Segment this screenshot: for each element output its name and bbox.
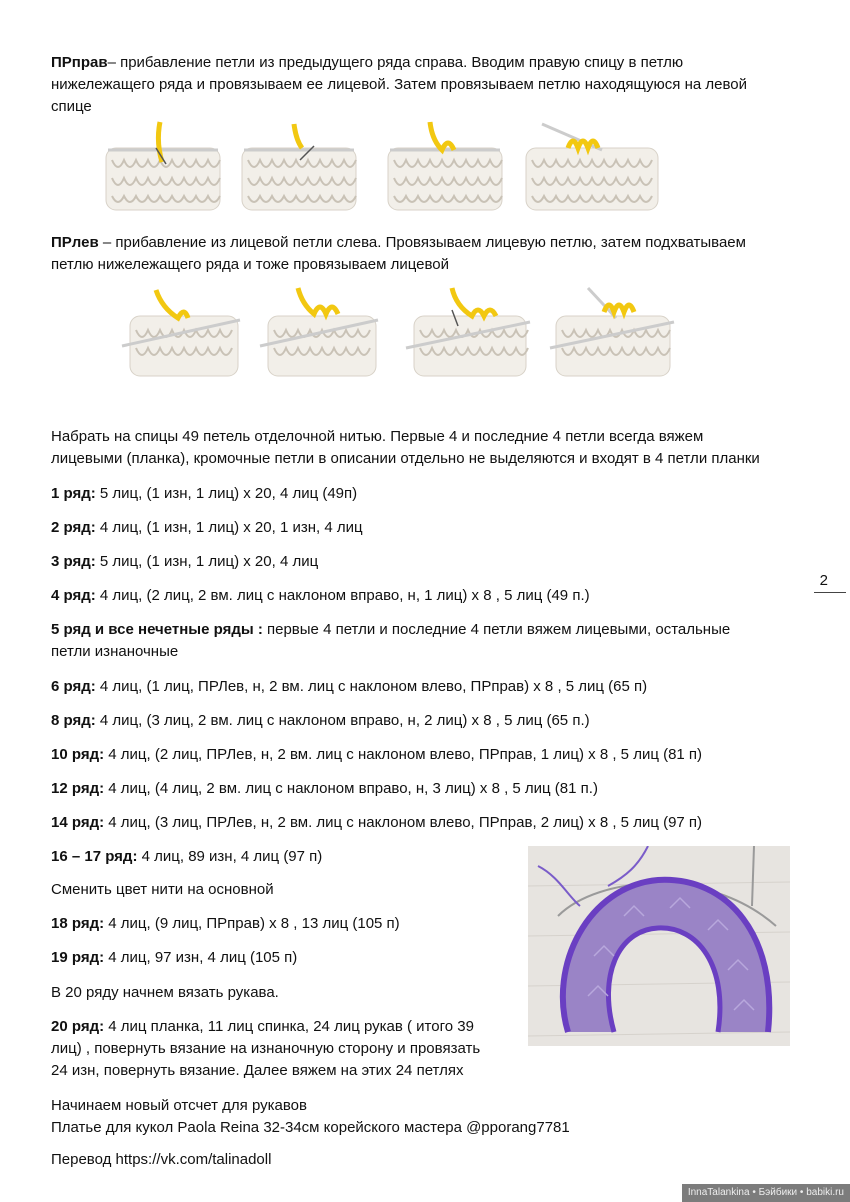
row-3 [51, 551, 791, 573]
footer-line-2: Платье для кукол Paola Reina 32-34см корейского мастера @pporang7781 [51, 1119, 570, 1136]
row-20 [51, 1016, 521, 1082]
row-20-line-3: 24 изн, повернуть вязание. Далее вяжем на этих 24 петлях [51, 1062, 464, 1079]
page-number: 2 [819, 572, 828, 589]
row-text: 5 лиц, (1 изн, 1 лиц) х 20, 4 лиц [95, 553, 319, 570]
intro-line-2: лицевыми (планка), кромочные петли в описании отдельно не выделяются и входят в 4 петли планки [51, 450, 760, 467]
row-5 [51, 619, 791, 663]
row-label: 8 ряд: [51, 712, 96, 729]
prprav-step-2-illustration [240, 120, 358, 212]
prlev-term: ПРлев [51, 234, 99, 251]
sleeves-note: В 20 ряду начнем вязать рукава. [51, 984, 279, 1001]
prprav-term: ПРправ [51, 54, 108, 71]
row-text: 4 лиц, 97 изн, 4 лиц (105 п) [104, 949, 298, 966]
prprav-desc-2: нижележащего ряда и провязываем ее лицевой. Затем провязываем петлю находящуюся на левой [51, 76, 748, 93]
prlev-desc-1: – прибавление из лицевой петли слева. Провязываем лицевую петлю, затем подхватываем [98, 234, 746, 251]
prlev-paragraph [51, 232, 791, 276]
prprav-step-4-illustration [522, 120, 662, 212]
footer-block [51, 1095, 791, 1139]
row-text: первые 4 петли и последние 4 петли вяжем лицевыми, остальные [262, 621, 731, 638]
prprav-step-1-illustration [104, 120, 222, 212]
footer-line-1: Начинаем новый отсчет для рукавов [51, 1097, 307, 1114]
row-label: 12 ряд: [51, 780, 105, 797]
row-8 [51, 710, 791, 732]
change-color-note: Сменить цвет нити на основной [51, 881, 274, 898]
row-text: 4 лиц, (3 лиц, ПРЛев, н, 2 вм. лиц с наклоном влево, ПРправ, 2 лиц) х 8 , 5 лиц (97 п) [104, 814, 703, 831]
knitted-yoke-photo [528, 846, 790, 1046]
row-text: 4 лиц, 89 изн, 4 лиц (97 п) [137, 848, 323, 865]
row-1 [51, 483, 791, 505]
prprav-step-3-illustration [386, 120, 504, 212]
row-label: 10 ряд: [51, 746, 105, 763]
translation-link[interactable]: Перевод https://vk.com/talinadoll [51, 1151, 272, 1168]
intro-paragraph [51, 426, 791, 470]
row-label: 2 ряд: [51, 519, 96, 536]
row-label: 3 ряд: [51, 553, 96, 570]
intro-line-1: Набрать на спицы 49 петель отделочной нитью. Первые 4 и последние 4 петли всегда вяжем [51, 428, 704, 445]
row-label: 6 ряд: [51, 678, 96, 695]
row-label: 4 ряд: [51, 587, 96, 604]
row-10 [51, 744, 791, 766]
prprav-desc-1: – прибавление петли из предыдущего ряда справа. Вводим правую спицу в петлю [107, 54, 684, 71]
row-text: 4 лиц, (9 лиц, ПРправ) х 8 , 13 лиц (105 п) [104, 915, 400, 932]
watermark: InnaTalankina • Бэйбики • babiki.ru [682, 1184, 850, 1202]
prlev-illustrations [0, 286, 850, 376]
prlev-step-2-illustration [258, 286, 382, 378]
row-label: 14 ряд: [51, 814, 105, 831]
row-label: 1 ряд: [51, 485, 96, 502]
row-label: 20 ряд: [51, 1018, 105, 1035]
row-4 [51, 585, 791, 607]
row-text: 5 лиц, (1 изн, 1 лиц) х 20, 4 лиц (49п) [95, 485, 358, 502]
row-6 [51, 676, 791, 698]
page-number-underline [814, 592, 846, 593]
row-14 [51, 812, 791, 834]
prlev-step-4-illustration [548, 286, 678, 378]
prlev-step-1-illustration [120, 286, 244, 378]
row-text: 4 лиц, (2 лиц, 2 вм. лиц с наклоном вправо, н, 1 лиц) х 8 , 5 лиц (49 п.) [95, 587, 590, 604]
row-label: 5 ряд и все нечетные ряды : [51, 621, 263, 638]
prlev-desc-2: петлю нижележащего ряда и тоже провязываем лицевой [51, 256, 449, 273]
row-text: 4 лиц, (1 лиц, ПРЛев, н, 2 вм. лиц с наклоном влево, ПРправ) х 8 , 5 лиц (65 п) [95, 678, 648, 695]
row-text: 4 лиц, (3 лиц, 2 вм. лиц с наклоном вправо, н, 2 лиц) х 8 , 5 лиц (65 п.) [95, 712, 590, 729]
row-text: 4 лиц, (2 лиц, ПРЛев, н, 2 вм. лиц с наклоном влево, ПРправ, 1 лиц) х 8 , 5 лиц (81 п) [104, 746, 703, 763]
prprav-illustrations [0, 120, 850, 210]
row-2 [51, 517, 791, 539]
row-label: 16 – 17 ряд: [51, 848, 138, 865]
row-text: 4 лиц, (4 лиц, 2 вм. лиц с наклоном вправо, н, 3 лиц) х 8 , 5 лиц (81 п.) [104, 780, 598, 797]
row-text: 4 лиц, (1 изн, 1 лиц) х 20, 1 изн, 4 лиц [95, 519, 363, 536]
prprav-paragraph [51, 52, 791, 118]
translation-credit [51, 1149, 791, 1171]
row-12 [51, 778, 791, 800]
prprav-desc-3: спице [51, 98, 92, 115]
prlev-step-3-illustration [404, 286, 534, 378]
row-20-line-2: лиц) , повернуть вязание на изнаночную сторону и провязать [51, 1040, 481, 1057]
row-text-2: петли изнаночные [51, 643, 179, 660]
row-label: 18 ряд: [51, 915, 105, 932]
row-20-line-1: 4 лиц планка, 11 лиц спинка, 24 лиц рукав ( итого 39 [104, 1018, 474, 1035]
row-label: 19 ряд: [51, 949, 105, 966]
